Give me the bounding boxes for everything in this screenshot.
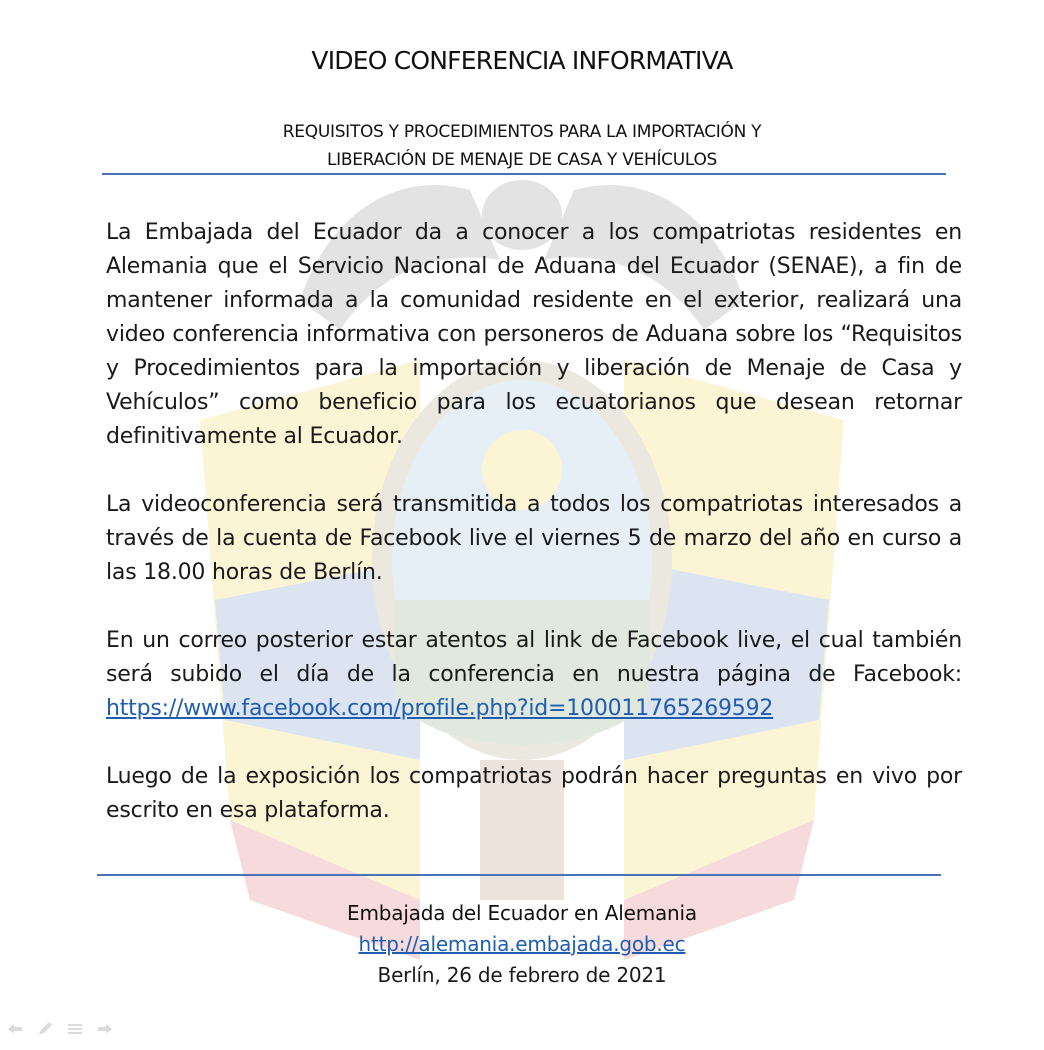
slide-toolbar (6, 1020, 114, 1038)
paragraph-link-notice-text: En un correo posterior estar atentos al link de Facebook live, el cual también será subido el día de la conferencia en nuestra página de Facebook: (106, 628, 962, 687)
menu-icon[interactable] (66, 1020, 84, 1038)
subtitle-line-2: LIBERACIÓN DE MENAJE DE CASA Y VEHÍCULOS (326, 150, 718, 170)
document-body (106, 216, 962, 828)
embassy-website-link[interactable]: http://alemania.embajada.gob.ec (358, 932, 686, 956)
paragraph-link-notice (106, 624, 962, 726)
facebook-profile-link[interactable]: https://www.facebook.com/profile.php?id=100011765269592 (106, 696, 774, 721)
paragraph-transmission: La videoconferencia será transmitida a todos los compatriotas interesados a través de la cuenta de Facebook live el viernes 5 de marzo del año en curso a las 18.00 horas de Berlín. (106, 492, 962, 585)
forward-arrow-icon[interactable] (96, 1020, 114, 1038)
document-footer (0, 898, 1044, 991)
document-subtitle (140, 118, 904, 174)
footer-place-date: Berlín, 26 de febrero de 2021 (377, 963, 667, 987)
top-divider (102, 173, 946, 175)
footer-organization: Embajada del Ecuador en Alemania (347, 901, 697, 925)
paragraph-questions: Luego de la exposición los compatriotas podrán hacer preguntas en vivo por escrito en esa plataforma. (106, 764, 962, 823)
paragraph-announcement: La Embajada del Ecuador da a conocer a los compatriotas residentes en Alemania que el Servicio Nacional de Aduana del Ecuador (SENAE), a fin de mantener informada a la comunidad residente en el exterior, realizará una video conferencia informativa con personeros de Aduana sobre los “Requisitos y Procedimientos para la importación y liberación de Menaje de Casa y Vehículos” como beneficio para los ecuatorianos que desean retornar definitivamente al Ecuador. (106, 220, 962, 449)
document-title: VIDEO CONFERENCIA INFORMATIVA (311, 46, 733, 75)
bottom-divider (97, 874, 941, 876)
back-arrow-icon[interactable] (6, 1020, 24, 1038)
subtitle-line-1: REQUISITOS Y PROCEDIMIENTOS PARA LA IMPORTACIÓN Y (282, 122, 762, 142)
pen-icon[interactable] (36, 1020, 54, 1038)
